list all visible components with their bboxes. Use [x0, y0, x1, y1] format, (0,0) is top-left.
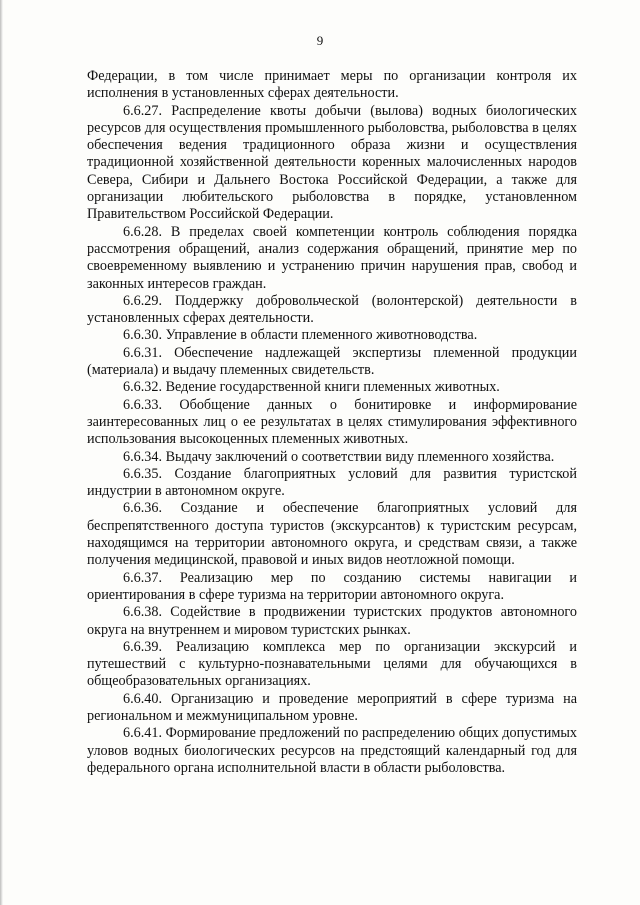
paragraph-6-6-30: 6.6.30. Управление в области племенного животноводства. [123, 327, 478, 344]
paragraph-6-6-28: 6.6.28. В пределах своей компетенции контроль соблюдения порядка рассмотрения обращений, анализ содержания обращений, принятие мер по своевременному выявлению и устранению причин нарушения прав, свобод и законных интересов граждан. [87, 223, 577, 292]
paragraph-6-6-40: 6.6.40. Организацию и проведение мероприятий в сфере туризма на региональном и межмуниципальном уровне. [87, 690, 577, 724]
paragraph-6-6-34: 6.6.34. Выдачу заключений о соответствии виду племенного хозяйства. [123, 448, 555, 465]
paragraph-6-6-27: 6.6.27. Распределение квоты добычи (вылова) водных биологических ресурсов для осуществления промышленного рыболовства, рыболовства в целях обеспечения ведения традиционного образа жизни и осуществления традиционной хозяйственной деятельности коренных малочисленных народов Севера, Сибири и Дальнего Востока Российской Федерации, а также для организации любительского рыболовства в порядке, установленном Правительством Российской Федерации. [87, 102, 577, 223]
paragraph-6-6-31: 6.6.31. Обеспечение надлежащей экспертизы племенной продукции (материала) и выдачу племенных свидетельств. [87, 344, 577, 379]
scan-edge-shadow [0, 0, 3, 905]
paragraph-6-6-37: 6.6.37. Реализацию мер по созданию системы навигации и ориентирования в сфере туризма на территории автономного округа. [87, 569, 577, 603]
paragraph-6-6-36: 6.6.36. Создание и обеспечение благоприятных условий для беспрепятственного доступа туристов (экскурсантов) к туристским ресурсам, находящимся на территории автономного округа, и средствам связи, а также получения медицинской, правовой и иных видов неотложной помощи. [87, 500, 577, 569]
page-number: 9 [316, 33, 324, 48]
paragraph-6-6-32: 6.6.32. Ведение государственной книги племенных животных. [123, 379, 500, 396]
paragraph-6-6-29: 6.6.29. Поддержку добровольческой (волонтерской) деятельности в установленных сферах деятельности. [87, 292, 577, 327]
paragraph-6-6-35: 6.6.35. Создание благоприятных условий для развития туристской индустрии в автономном округе. [87, 465, 577, 500]
paragraph-6-6-33: 6.6.33. Обобщение данных о бонитировке и информирование заинтересованных лиц о ее результатах в целях стимулирования эффективного использования высокоценных племенных животных. [87, 396, 577, 448]
document-body [87, 68, 577, 777]
paragraph-continuation: Федерации, в том числе принимает меры по организации контроля их исполнения в установленных сферах деятельности. [87, 68, 577, 102]
paragraph-6-6-39: 6.6.39. Реализацию комплекса мер по организации экскурсий и путешествий с культурно-познавательными целями для обучающихся в общеобразовательных организациях. [87, 638, 577, 690]
paragraph-6-6-41: 6.6.41. Формирование предложений по распределению общих допустимых уловов водных биологических ресурсов на предстоящий календарный год для федерального органа исполнительной власти в области рыболовства. [87, 725, 577, 776]
paragraph-6-6-38: 6.6.38. Содействие в продвижении туристских продуктов автономного округа на внутреннем и мировом туристских рынках. [87, 604, 577, 638]
